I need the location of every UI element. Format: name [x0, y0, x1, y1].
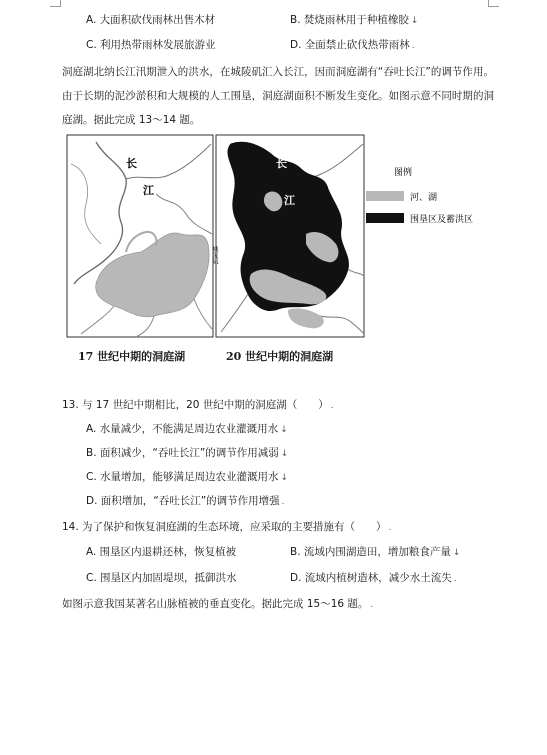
q14-stem: 14. 为了保护和恢复洞庭湖的生态环境，应采取的主要措施有（ ） .: [62, 521, 392, 533]
q14-option-c: C. 围垦区内加固堤坝，抵御洪水: [86, 572, 237, 584]
right-map: [216, 135, 364, 337]
legend-label-polder: 围垦区及蓄洪区: [410, 215, 474, 225]
figure-svg: [66, 134, 492, 368]
q14-option-a: A. 围垦区内退耕还林，恢复植被: [86, 546, 237, 558]
intro-paragraph: 洞庭湖北纳长江汛期泄入的洪水，在城陵矶汇入长江，因而洞庭湖有“吞吐长江”的调节作用。由于长期的泥沙淤积和大规模的人工围垦，洞庭湖面积不断发生变化。如图示意不同时期的洞庭湖。据此完成 13～14 题。: [62, 66, 494, 126]
q14-option-b: B. 流域内围湖造田，增加粮食产量 ↓: [290, 546, 461, 558]
q13-stem: 13. 与 17 世纪中期相比，20 世纪中期的洞庭湖（ ） .: [62, 399, 334, 411]
q13-option-a: A. 水量减少，不能满足周边农业灌溉用水 ↓: [86, 423, 288, 435]
corner-mark-top-right: [488, 0, 499, 7]
q12-option-b: B. 焚烧雨林用于种植橡胶 ↓: [290, 14, 419, 26]
legend-label-river-lake: 河、湖: [410, 193, 438, 203]
figure-dongting-lake-maps: [66, 134, 492, 368]
left-map-caption: 17 世纪中期的洞庭湖: [78, 350, 186, 363]
legend-swatch-polder: [366, 213, 404, 223]
right-map-label-jiang: 江: [284, 194, 295, 207]
q13-option-d: D. 面积增加，“吞吐长江”的调节作用增强 .: [86, 495, 285, 507]
q14-option-d: D. 流域内植树造林，减少水土流失 .: [290, 572, 457, 584]
right-map-caption: 20 世纪中期的洞庭湖: [226, 350, 334, 363]
q12-option-c: C. 利用热带雨林发展旅游业: [86, 39, 216, 51]
q13-option-c: C. 水量增加，能够满足周边农业灌溉用水 ↓: [86, 471, 289, 483]
legend: [366, 166, 473, 225]
q13-option-b: B. 面积减少，“吞吐长江”的调节作用减弱 ↓: [86, 447, 289, 459]
corner-mark-top-left: [50, 0, 61, 7]
legend-title: 图例: [394, 168, 413, 178]
left-map: [67, 135, 213, 337]
q12-option-d: D. 全面禁止砍伐热带雨林 .: [290, 39, 415, 51]
right-map-city-label: 城陵矶: [211, 246, 218, 264]
left-map-label-chang: 长: [126, 157, 137, 170]
q12-option-a: A. 大面积砍伐雨林出售木材: [86, 14, 216, 26]
next-section-intro: 如图示意我国某著名山脉植被的垂直变化。据此完成 15～16 题。 .: [62, 598, 374, 610]
right-map-label-chang: 长: [276, 157, 287, 170]
left-map-label-jiang: 江: [143, 184, 154, 197]
legend-swatch-river-lake: [366, 191, 404, 201]
